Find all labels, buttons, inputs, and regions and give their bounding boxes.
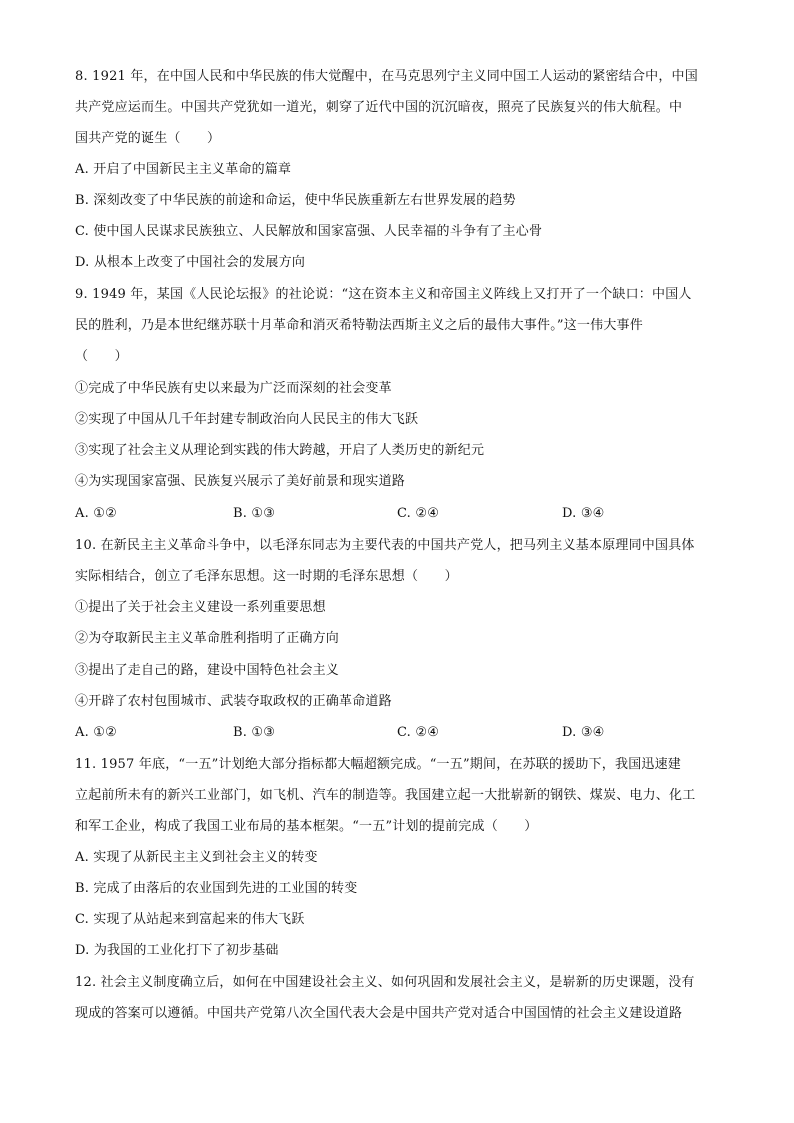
statement-3: ③实现了社会主义从理论到实践的伟大跨越，开启了人类历史的新纪元 [75,443,485,458]
statement-1: ①完成了中华民族有史以来最为广泛而深刻的社会变革 [75,381,392,396]
question-stem-line: 实际相结合，创立了毛泽东思想。这一时期的毛泽东思想（ ） [75,569,458,584]
statement-1: ①提出了关于社会主义建设一系列重要思想 [75,600,326,615]
question-stem-line: 10. 在新民主主义革命斗争中，以毛泽东同志为主要代表的中国共产党人，把马列主义基本原理同中国具体 [75,538,695,553]
option-d: D. 为我国的工业化打下了初步基础 [75,943,279,958]
statement-2: ②实现了中国从几千年封建专制政治向人民民主的伟大飞跃 [75,412,419,427]
choice-c: C. ②④ [397,725,440,740]
statement-4: ④为实现国家富强、民族复兴展示了美好前景和现实道路 [75,474,406,489]
question-stem-line: 现成的答案可以遵循。中国共产党第八次全国代表大会是中国共产党对适合中国国情的社会主义建设道路 [75,1006,683,1021]
question-stem-line: 立起前所未有的新兴工业部门，如飞机、汽车的制造等。我国建立起一大批崭新的钢铁、煤炭、电力、化工 [75,788,696,803]
option-d: D. 从根本上改变了中国社会的发展方向 [75,255,306,270]
question-stem-line: 和军工企业，构成了我国工业布局的基本框架。“一五”计划的提前完成（ ） [75,819,538,834]
statement-4: ④开辟了农村包围城市、武装夺取政权的正确革命道路 [75,694,392,709]
option-b: B. 完成了由落后的农业国到先进的工业国的转变 [75,881,358,896]
choice-b: B. ①③ [233,725,276,740]
option-c: C. 使中国人民谋求民族独立、人民解放和国家富强、人民幸福的斗争有了主心骨 [75,224,543,239]
question-stem-line: 共产党应运而生。中国共产党犹如一道光，刺穿了近代中国的沉沉暗夜，照亮了民族复兴的伟大航程。中 [75,100,683,115]
option-a: A. 开启了中国新民主主义革命的篇章 [75,162,292,177]
question-stem-line: 12. 社会主义制度确立后，如何在中国建设社会主义、如何巩固和发展社会主义，是崭新的历史课题，没有 [75,975,695,990]
question-stem-line: （ ） [75,349,128,364]
question-stem-line: 11. 1957 年底，“一五”计划绝大部分指标都大幅超额完成。“一五”期间，在苏联的援助下，我国迅速建 [75,757,682,772]
statement-2: ②为夺取新民主主义革命胜利指明了正确方向 [75,631,340,646]
question-stem-line: 民的胜利，乃是本世纪继苏联十月革命和消灭希特勒法西斯主义之后的最伟大事件。”这一伟大事件 [75,318,643,333]
question-stem-line: 国共产党的诞生（ ） [75,131,221,146]
option-a: A. 实现了从新民主主义到社会主义的转变 [75,850,318,865]
choice-d: D. ③④ [562,506,605,521]
statement-3: ③提出了走自己的路，建设中国特色社会主义 [75,663,340,678]
choice-b: B. ①③ [233,506,276,521]
choice-d: D. ③④ [562,725,605,740]
option-b: B. 深刻改变了中华民族的前途和命运，使中华民族重新左右世界发展的趋势 [75,193,516,208]
question-stem-line: 8. 1921 年，在中国人民和中华民族的伟大觉醒中，在马克思列宁主义同中国工人运动的紧密结合中，中国 [75,69,698,84]
choice-c: C. ②④ [397,506,440,521]
option-c: C. 实现了从站起来到富起来的伟大飞跃 [75,912,305,927]
choice-a: A. ①② [75,506,117,521]
question-stem-line: 9. 1949 年，某国《人民论坛报》的社论说：“这在资本主义和帝国主义阵线上又打开了一个缺口：中国人 [75,287,692,302]
choice-a: A. ①② [75,725,117,740]
